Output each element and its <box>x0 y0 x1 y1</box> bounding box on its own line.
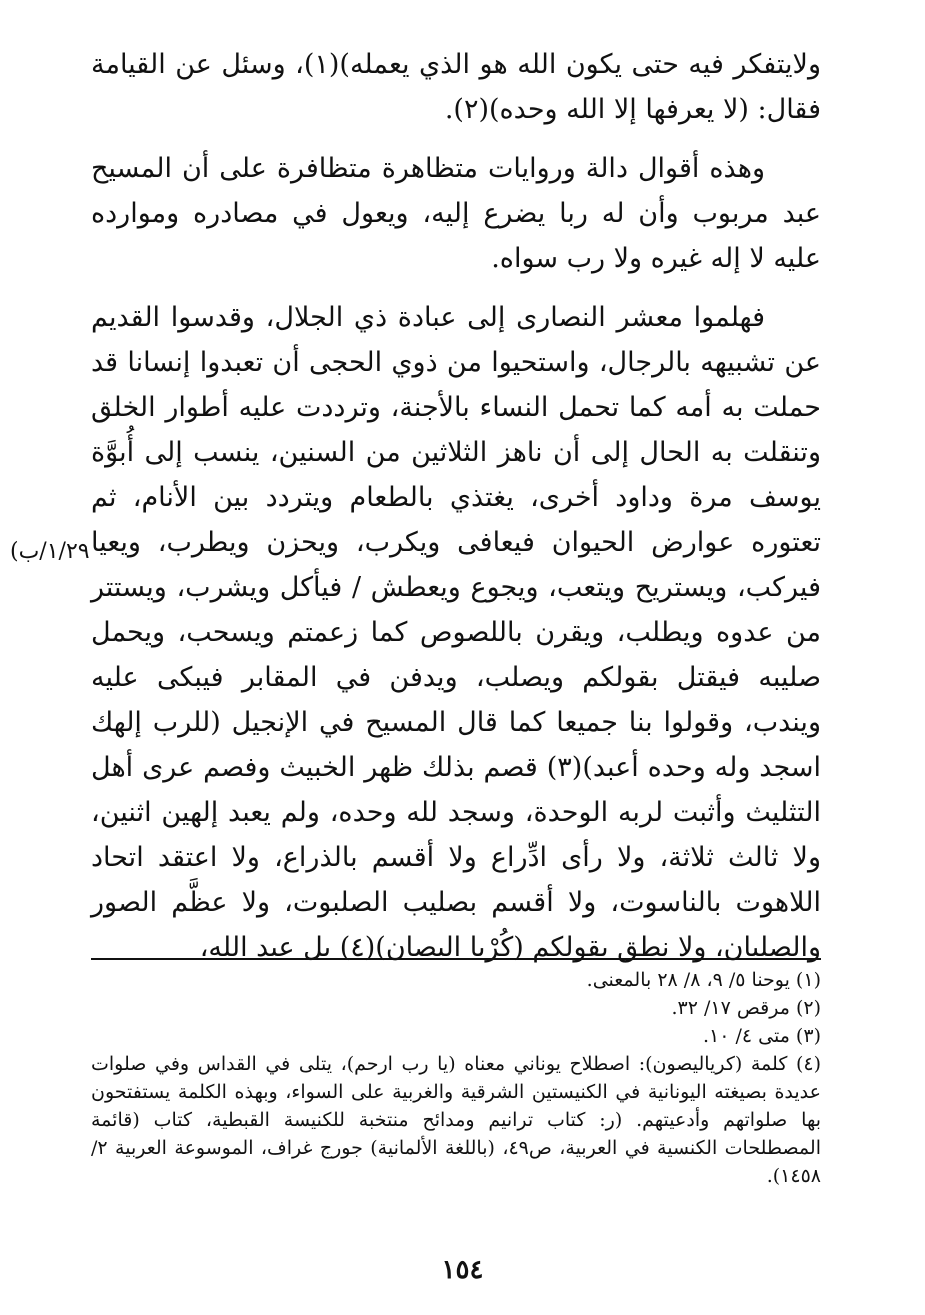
paragraph-2: وهذه أقوال دالة وروايات متظاهرة متظافرة على أن المسيح عبد مربوب وأن له ربا يضرع إليه، ويعول في مصادره وموارده عليه لا إله غيره ولا رب سواه. <box>91 153 821 274</box>
paragraph-1: ولايتفكر فيه حتى يكون الله هو الذي يعمله)(١)، وسئل عن القيامة فقال: (لا يعرفها إلا الله وحده)(٢). <box>91 49 821 125</box>
main-text <box>91 42 821 984</box>
paragraph-3: فهلموا معشر النصارى إلى عبادة ذي الجلال، وقدسوا القديم عن تشبيهه بالرجال، واستحيوا من ذوي الحجى أن تعبدوا إنسانا قد حملت به أمه كما تحمل النساء بالأجنة، وترددت عليه أطوار الخلق وتنقلت به الحال إلى أن ناهز الثلاثين من السنين، ينسب إلى أُبوَّة يوسف مرة وداود أخرى، يغتذي بالطعام ويتردد بين الأنام، ثم تعتوره عوارض الحيوان فيعافى ويكرب، ويحزن ويطرب، ويعيا فيركب، ويستريح ويتعب، ويجوع ويعطش / فيأكل ويشرب، ويستتر من عدوه ويطلب، ويقرن باللصوص كما زعمتم ويسحب، ويحمل صليبه فيقتل بقولكم ويصلب، ويدفن في المقابر فيبكى عليه ويندب، وقولوا بنا جميعا كما قال المسيح في الإنجيل (للرب إلهك اسجد وله وحده أعبد)(٣) قصم بذلك ظهر الخبيث وفصم عرى أهل التثليث وأثبت لربه الوحدة، وسجد لله وحده، ولم يعبد إلهين اثنين، ولا ثالث ثلاثة، ولا رأى ادِّراع ولا أقسم بالذراع، ولا اعتقد اتحاد اللاهوت بالناسوت، ولا أقسم بصليب الصلبوت، ولا عظَّم الصور والصلبان، ولا نطق بقولكم (كُرْيا اليصان)(٤) بل عبد الله، <box>91 302 821 963</box>
footnotes <box>91 966 821 1190</box>
footnote-3: (٣) متى ٤/ ١٠. <box>702 1025 821 1047</box>
footnote-separator <box>91 958 821 960</box>
footnote-2: (٢) مرقص ١٧/ ٣٢. <box>671 997 821 1019</box>
manuscript-folio-note: (١/٢٩/ب <box>10 539 90 564</box>
footnote-1: (١) يوحنا ٥/ ٩، ٨/ ٢٨ بالمعنى. <box>586 969 821 991</box>
footnote-4: (٤) كلمة (كرياليصون): اصطلاح يوناني معناه (يا رب ارحم)، يتلى في القداس وفي صلوات عديدة بصيغته اليونانية في الكنيستين الشرقية والغربية على السواء، وبهذه الكلمة يستفتحون بها صلواتهم وأدعيتهم. (ر: كتاب ترانيم ومدائح منتخبة للكنيسة القبطية، كتاب (قائمة المصطلحات الكنسية في العربية، ص٤٩، (باللغة الألمانية) جورج غراف، الموسوعة العربية ٢/ ١٤٥٨). <box>91 1053 821 1187</box>
page-number: ١٥٤ <box>441 1255 484 1285</box>
